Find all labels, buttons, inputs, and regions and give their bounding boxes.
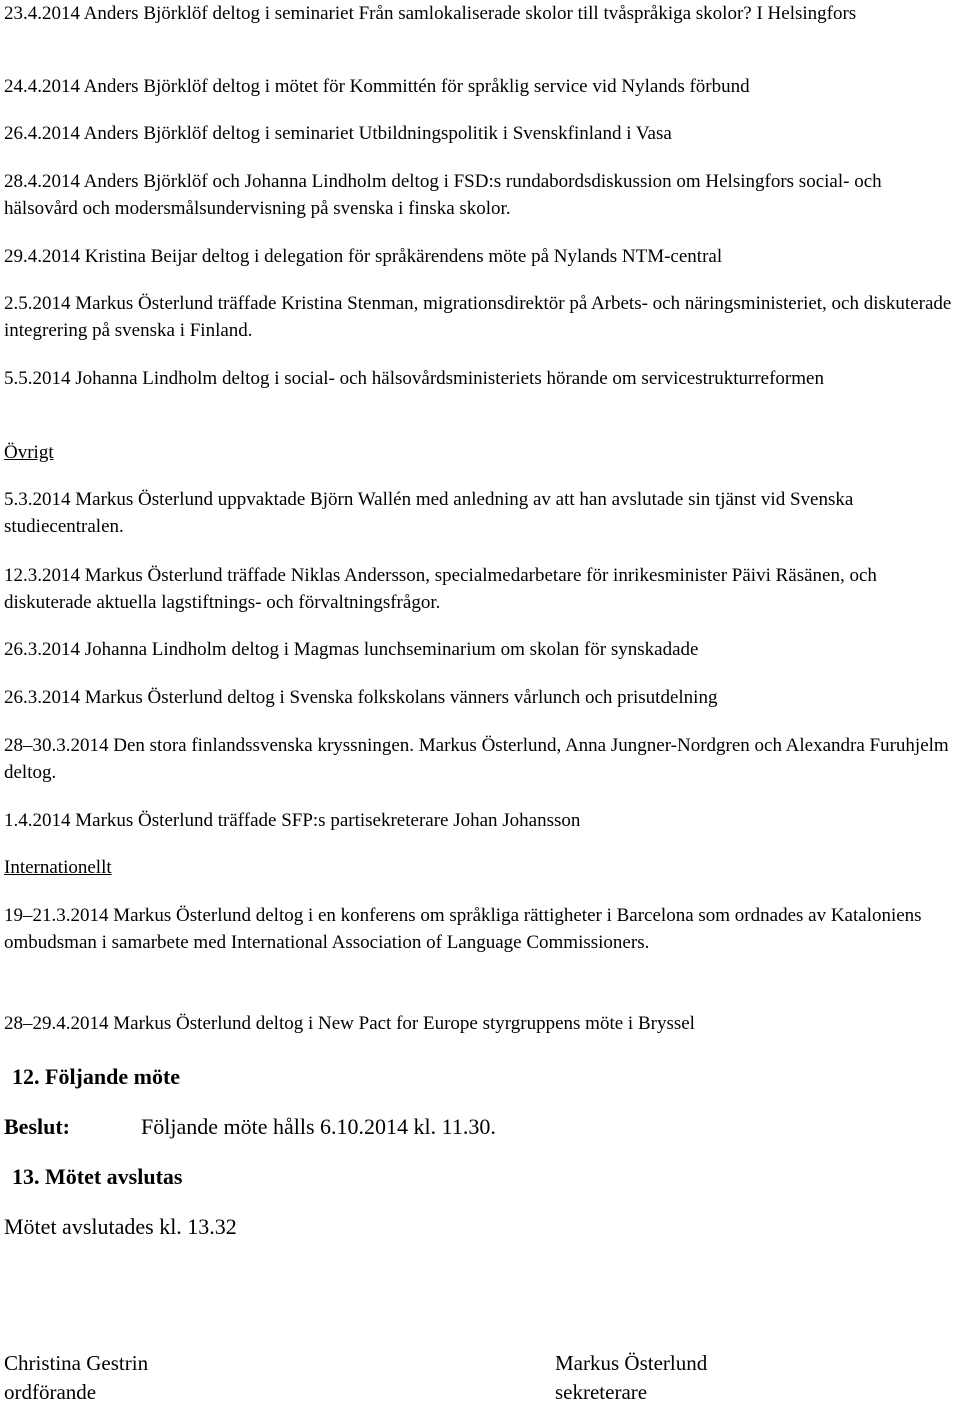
ovrigt-heading: Övrigt: [4, 442, 54, 463]
meeting-closed-text: Mötet avslutades kl. 13.32: [4, 1214, 237, 1239]
chair-name: Christina Gestrin: [4, 1351, 149, 1375]
ovrigt-item-5-3: 5.3.2014 Markus Österlund uppvaktade Björn Wallén med anledning av att han avslutade sin tjänst vid Svenska studiecentralen.: [4, 489, 854, 537]
signature-secretary: [555, 1349, 707, 1407]
internationellt-item-barcelona: 19–21.3.2014 Markus Österlund deltog i en konferens om språkliga rättigheter i Barcelona som ordnades av Kataloniens ombudsman i samarbete med International Association of Language Commissioners.: [4, 905, 922, 953]
ovrigt-item-26-3-a: 26.3.2014 Johanna Lindholm deltog i Magmas lunchseminarium om skolan för synskadade: [4, 639, 699, 660]
chair-role: ordförande: [4, 1380, 97, 1404]
ovrigt-item-28-30-3: 28–30.3.2014 Den stora finlandssvenska kryssningen. Markus Österlund, Anna Jungner-Nordgren och Alexandra Furuhjelm deltog.: [4, 735, 949, 783]
section-13-heading: 13. Mötet avslutas: [12, 1164, 183, 1189]
paragraph-24-4: 24.4.2014 Anders Björklöf deltog i mötet för Kommittén för språklig service vid Nylands förbund: [4, 76, 750, 97]
paragraph-29-4: 29.4.2014 Kristina Beijar deltog i delegation för språkärendens möte på Nylands NTM-central: [4, 246, 723, 267]
secretary-name: Markus Österlund: [555, 1351, 708, 1375]
section-12-decision: [4, 1112, 956, 1142]
paragraph-5-5: 5.5.2014 Johanna Lindholm deltog i social- och hälsovårdsministeriets hörande om servicestrukturreformen: [4, 368, 824, 389]
paragraph-28-4: 28.4.2014 Anders Björklöf och Johanna Lindholm deltog i FSD:s rundabordsdiskussion om Helsingfors social- och hälsovård och modersmålsundervisning på svenska i finska skolor.: [4, 171, 882, 219]
ovrigt-item-12-3: 12.3.2014 Markus Österlund träffade Niklas Andersson, specialmedarbetare för inrikesminister Päivi Räsänen, och diskuterade aktuella lagstiftnings- och förvaltningsfrågor.: [4, 565, 877, 613]
internationellt-heading: Internationellt: [4, 857, 112, 878]
secretary-role: sekreterare: [555, 1380, 648, 1404]
paragraph-23-4: 23.4.2014 Anders Björklöf deltog i seminariet Från samlokaliserade skolor till tvåspråkiga skolor? I Helsingfors: [4, 3, 857, 24]
ovrigt-item-26-3-b: 26.3.2014 Markus Österlund deltog i Svenska folkskolans vänners vårlunch och prisutdelning: [4, 687, 718, 708]
section-12-heading: 12. Följande möte: [12, 1064, 181, 1089]
paragraph-2-5: 2.5.2014 Markus Österlund träffade Kristina Stenman, migrationsdirektör på Arbets- och näringsministeriet, och diskuterade integrering på svenska i Finland.: [4, 293, 952, 341]
ovrigt-item-1-4: 1.4.2014 Markus Österlund träffade SFP:s partisekreterare Johan Johansson: [4, 810, 581, 831]
decision-text: Följande möte hålls 6.10.2014 kl. 11.30.: [141, 1114, 496, 1139]
paragraph-26-4: 26.4.2014 Anders Björklöf deltog i seminariet Utbildningspolitik i Svenskfinland i Vasa: [4, 123, 672, 144]
internationellt-item-bryssel: 28–29.4.2014 Markus Österlund deltog i New Pact for Europe styrgruppens möte i Bryssel: [4, 1013, 695, 1034]
decision-label: Beslut:: [4, 1114, 70, 1139]
signature-chair: [4, 1349, 148, 1407]
